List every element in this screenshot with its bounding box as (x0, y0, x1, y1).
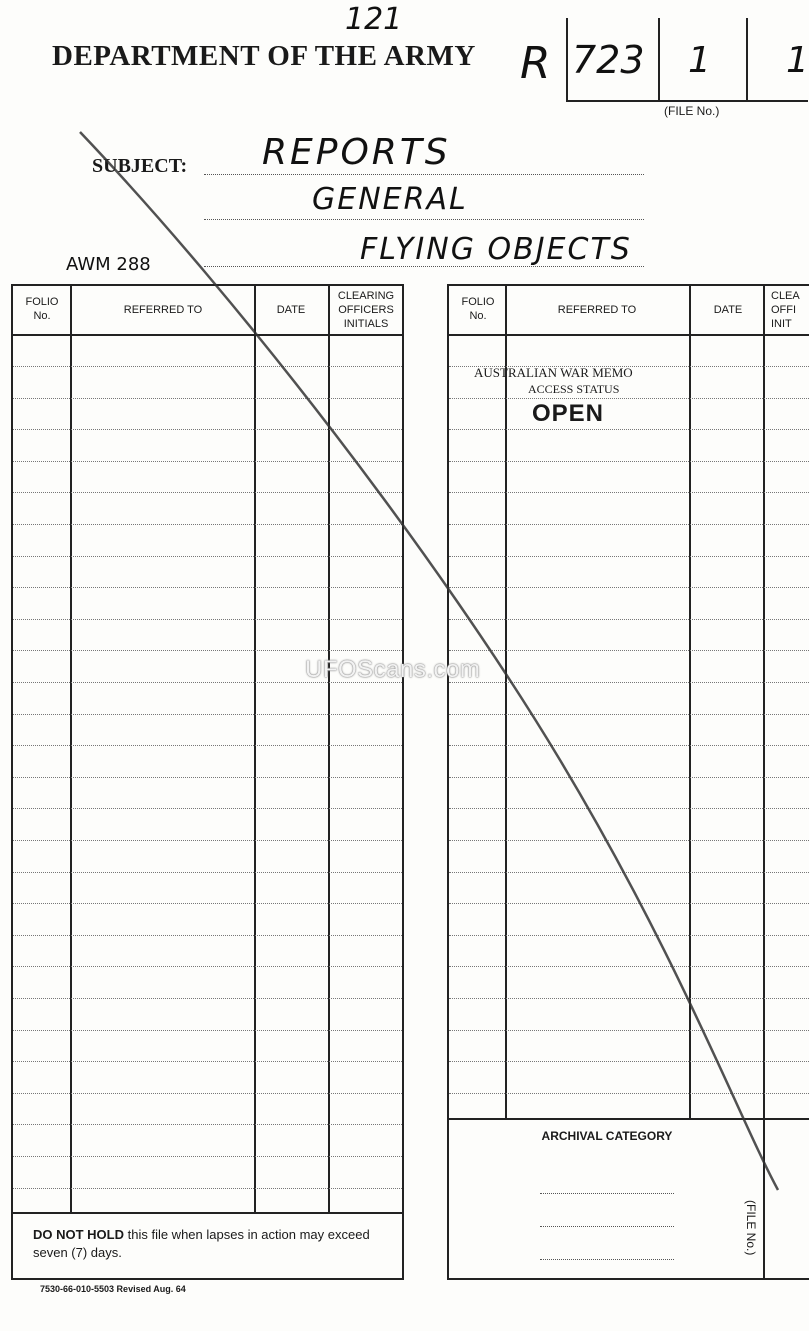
notice-bold: DO NOT HOLD (33, 1227, 124, 1242)
form-number: 7530-66-010-5503 Revised Aug. 64 (40, 1284, 186, 1294)
right-col-referred-to: REFERRED TO (557, 304, 637, 316)
file-prefix: R (520, 38, 551, 89)
col-folio-no: FOLIO No. (25, 296, 59, 322)
folio-mark: 121 (345, 2, 403, 37)
col-referred-to: REFERRED TO (123, 304, 203, 316)
col-date: DATE (276, 304, 306, 316)
archival-category-label: ARCHIVAL CATEGORY (541, 1129, 673, 1143)
watermark: UFOScans.com (305, 656, 481, 683)
subject-line-1: REPORTS (262, 132, 451, 173)
right-col-clearing-initials: CLEA OFFI INIT (771, 290, 800, 330)
subject-label: SUBJECT: (92, 155, 188, 177)
subject-line-3: FLYING OBJECTS (360, 232, 632, 267)
archival-file-no-label: (FILE No.) (744, 1200, 758, 1256)
right-col-folio-no: FOLIO No. (461, 296, 495, 322)
department-title: DEPARTMENT OF THE ARMY (52, 40, 476, 72)
col-clearing-initials: CLEARING OFFICERS INITIALS (337, 290, 395, 330)
file-number-part3: 1 (786, 40, 809, 81)
stamp-line-2: ACCESS STATUS (528, 382, 620, 396)
right-col-date: DATE (713, 304, 743, 316)
subject-line-2: GENERAL (312, 182, 468, 217)
stamp-line-1: AUSTRALIAN WAR MEMO (474, 365, 633, 380)
awm-reference: AWM 288 (66, 254, 151, 275)
file-number-part1: 723 (572, 38, 645, 82)
file-no-label: (FILE No.) (664, 104, 720, 118)
stamp-status: OPEN (532, 400, 605, 427)
file-number-part2: 1 (688, 40, 711, 81)
notice-text: this file when lapses in action may exceed seven (7) days. (33, 1227, 370, 1260)
